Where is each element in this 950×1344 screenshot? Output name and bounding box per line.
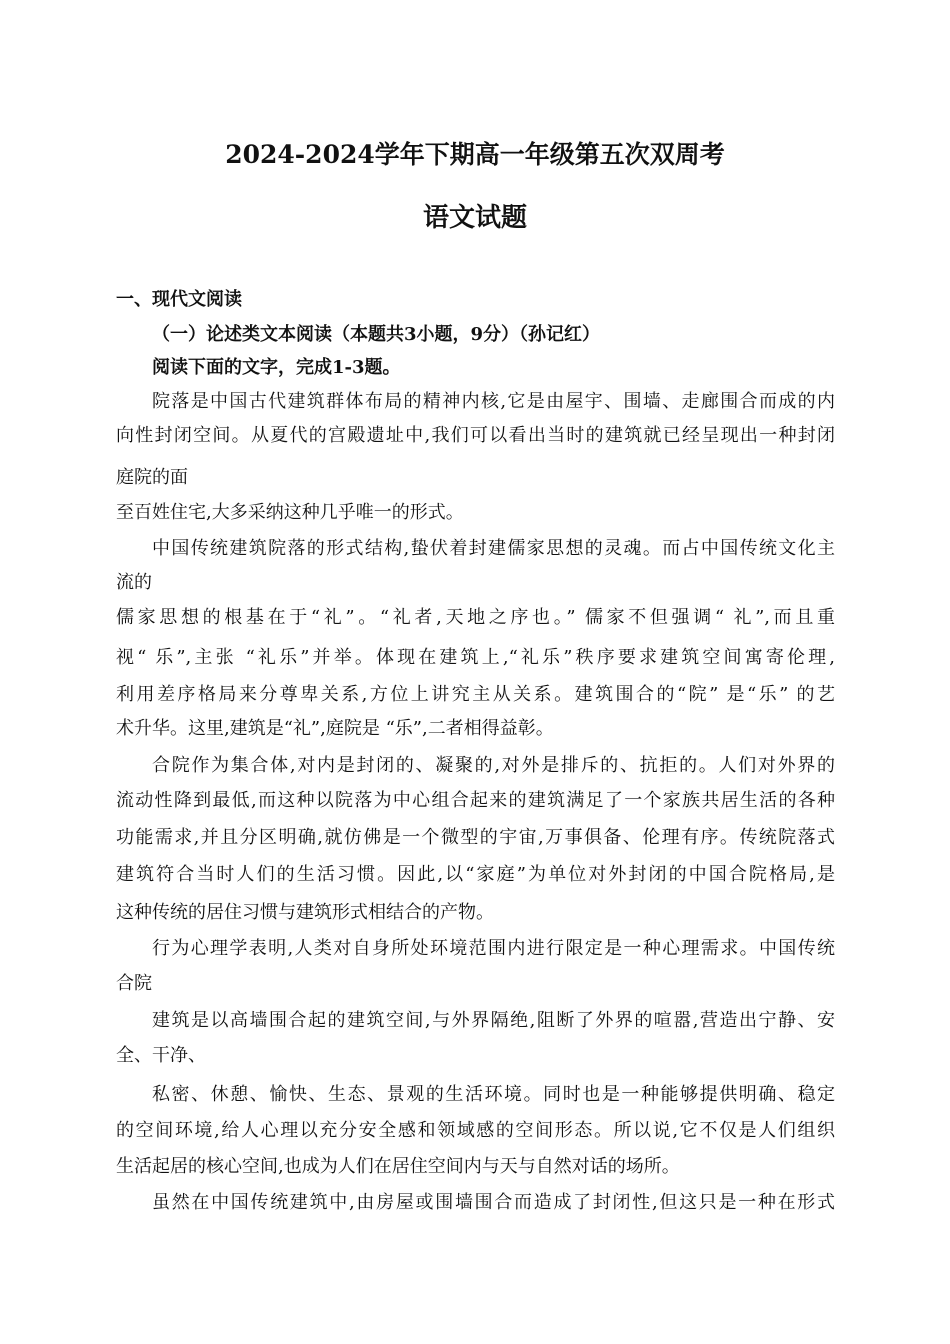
section-heading: 一、现代文阅读 [116,289,242,310]
instruction-line: 阅读下面的文字，完成1-3题。 [152,357,401,378]
paragraph-line: 合院作为集合体,对内是封闭的、凝聚的,对外是排斥的、抗拒的。人们对外界的 [152,755,835,776]
paragraph-line: 建筑是以高墙围合起的建筑空间,与外界隔绝,阻断了外界的喧嚣,营造出宁静、安 [152,1010,835,1031]
paragraph-line: 私密、休憩、愉快、生态、景观的生活环境。同时也是一种能够提供明确、稳定 [152,1084,835,1105]
exam-title: 2024-2024学年下期高一年级第五次双周考 [225,140,725,169]
paragraph-line: 术升华。这里,建筑是“礼”,庭院是 “乐”,二者相得益彰。 [116,718,554,739]
paragraph-line: 的空间环境,给人心理以充分安全感和领域感的空间形态。所以说,它不仅是人们组织 [116,1120,835,1141]
paragraph-line: 功能需求,并且分区明确,就仿佛是一个微型的宇宙,万事俱备、伦理有序。传统院落式 [116,827,835,848]
paragraph-line: 流动性降到最低,而这种以院落为中心组合起来的建筑满足了一个家族共居生活的各种 [116,790,835,811]
paragraph-line: 生活起居的核心空间,也成为人们在居住空间内与天与自然对话的场所。 [116,1156,680,1177]
paragraph-line: 流的 [116,572,152,593]
paragraph-line: 建筑符合当时人们的生活习惯。因此,以“家庭”为单位对外封闭的中国合院格局,是 [116,864,835,885]
paragraph-line: 视“ 乐”,主张 “礼乐”并举。体现在建筑上,“礼乐”秩序要求建筑空间寓寄伦理, [116,647,835,668]
paragraph-line: 利用差序格局来分尊卑关系,方位上讲究主从关系。建筑围合的“院” 是“乐” 的艺 [116,684,835,705]
paragraph-line: 庭院的面 [116,467,188,488]
paragraph-line: 院落是中国古代建筑群体布局的精神内核,它是由屋宇、围墙、走廊围合而成的内 [152,391,835,412]
paragraph-line: 虽然在中国传统建筑中,由房屋或围墙围合而造成了封闭性,但这只是一种在形式 [152,1192,835,1213]
paragraph-line: 向性封闭空间。从夏代的宫殿遗址中,我们可以看出当时的建筑就已经呈现出一种封闭 [116,425,835,446]
paragraph-line: 儒家思想的根基在于“礼”。“礼者,天地之序也。” 儒家不但强调“ 礼”,而且重 [116,607,835,628]
paragraph-line: 这种传统的居住习惯与建筑形式相结合的产物。 [116,902,494,923]
paragraph-line: 行为心理学表明,人类对自身所处环境范围内进行限定是一种心理需求。中国传统 [152,938,835,959]
paragraph-line: 全、干净、 [116,1045,206,1066]
section-subheading: （一）论述类文本阅读（本题共3小题，9分）（孙记红） [152,324,601,345]
subject-title: 语文试题 [422,203,527,233]
paragraph-line: 合院 [116,973,152,994]
paragraph-line: 中国传统建筑院落的形式结构,蛰伏着封建儒家思想的灵魂。而占中国传统文化主 [152,538,835,559]
paragraph-line: 至百姓住宅,大多采纳这种几乎唯一的形式。 [116,502,464,523]
